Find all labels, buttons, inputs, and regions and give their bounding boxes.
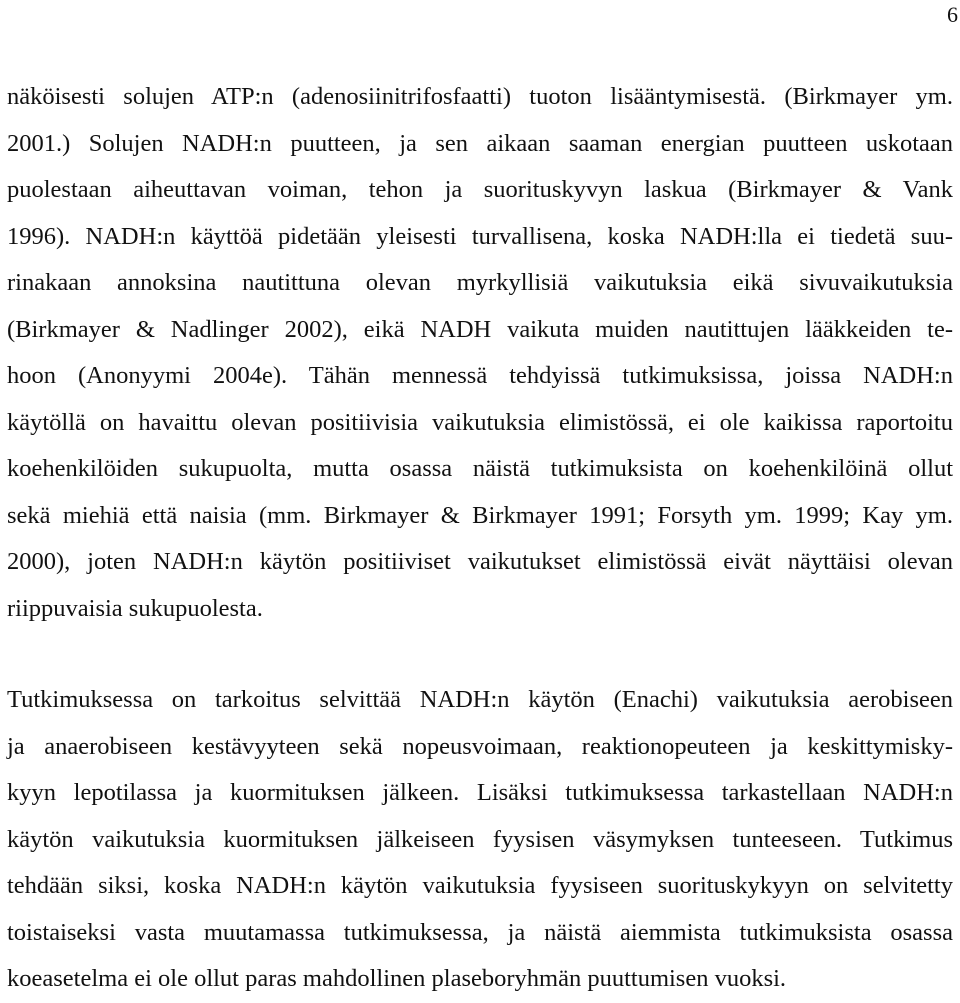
paragraph-1	[7, 74, 953, 632]
paragraph-line: (Birkmayer & Nadlinger 2002), eikä NADH vaikuta muiden nautittujen lääkkeiden te-	[7, 315, 953, 343]
paragraph-line: 1996). NADH:n käyttöä pidetään yleisesti turvallisena, koska NADH:lla ei tiedetä suu-	[7, 222, 953, 250]
paragraph-line: käytön vaikutuksia kuormituksen jälkeiseen fyysisen väsymyksen tunteeseen. Tutkimus	[7, 825, 953, 853]
paragraph-line: puolestaan aiheuttavan voiman, tehon ja suorituskyvyn laskua (Birkmayer & Vank	[7, 176, 953, 203]
paragraph-line: rinakaan annoksina nautittuna olevan myrkyllisiä vaikutuksia eikä sivuvaikutuksia	[7, 269, 953, 296]
paragraph-line: ja anaerobiseen kestävyyteen sekä nopeusvoimaan, reaktionopeuteen ja keskittymisky-	[7, 732, 953, 760]
paragraph-line: näköisesti solujen ATP:n (adenosiinitrifosfaatti) tuoton lisääntymisestä. (Birkmayer ym.	[7, 83, 953, 110]
paragraph-line: 2001.) Solujen NADH:n puutteen, ja sen aikaan saaman energian puutteen uskotaan	[7, 129, 953, 157]
paragraph-line: 2000), joten NADH:n käytön positiiviset vaikutukset elimistössä eivät näyttäisi olevan	[7, 548, 953, 575]
paragraph-line: käytöllä on havaittu olevan positiivisia vaikutuksia elimistössä, ei ole kaikissa raportoitu	[7, 408, 953, 436]
paragraph-line: hoon (Anonyymi 2004e). Tähän mennessä tehdyissä tutkimuksissa, joissa NADH:n	[7, 362, 953, 389]
paragraph-line: kyyn lepotilassa ja kuormituksen jälkeen. Lisäksi tutkimuksessa tarkastellaan NADH:n	[7, 779, 953, 806]
page-number: 6	[947, 2, 958, 27]
paragraph-line: riippuvaisia sukupuolesta.	[7, 594, 263, 622]
paragraph-2	[7, 677, 953, 1003]
paragraph-line: tehdään siksi, koska NADH:n käytön vaikutuksia fyysiseen suorituskykyyn on selvitetty	[7, 872, 953, 899]
paragraph-line: toistaiseksi vasta muutamassa tutkimuksessa, ja näistä aiemmista tutkimuksista osassa	[7, 918, 953, 946]
paragraph-line: Tutkimuksessa on tarkoitus selvittää NADH:n käytön (Enachi) vaikutuksia aerobiseen	[7, 686, 953, 713]
paragraph-line: koehenkilöiden sukupuolta, mutta osassa näistä tutkimuksista on koehenkilöinä ollut	[7, 455, 953, 482]
paragraph-line: sekä miehiä että naisia (mm. Birkmayer & Birkmayer 1991; Forsyth ym. 1999; Kay ym.	[7, 501, 953, 529]
paragraph-line: koeasetelma ei ole ollut paras mahdollinen plaseboryhmän puuttumisen vuoksi.	[7, 965, 787, 992]
